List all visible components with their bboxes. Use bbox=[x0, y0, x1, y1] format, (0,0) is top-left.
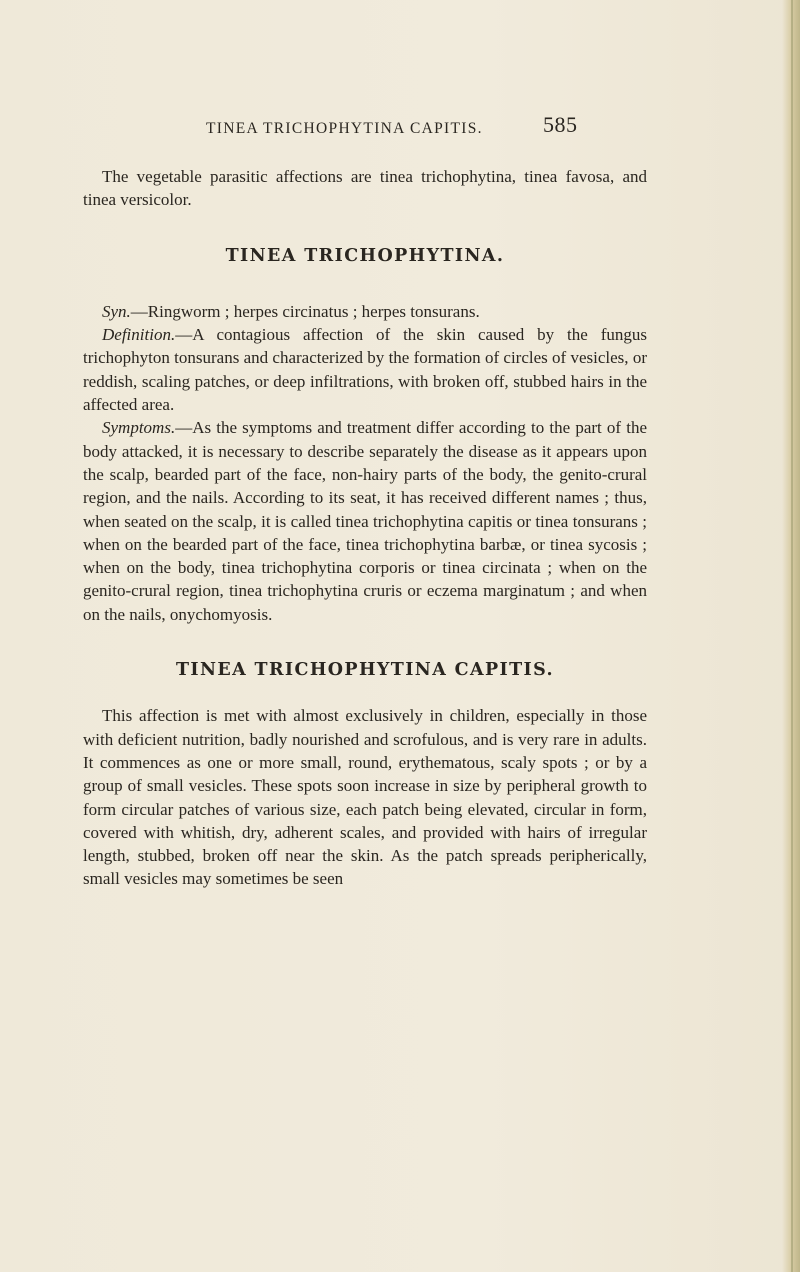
synonyms-text: —Ringworm ; herpes circinatus ; herpes tonsurans. bbox=[130, 301, 480, 321]
synonyms-paragraph bbox=[83, 300, 647, 323]
intro-paragraph: The vegetable parasitic affections are tinea trichophytina, tinea favosa, and tinea versicolor. bbox=[83, 167, 647, 210]
symptoms-label: Symptoms. bbox=[102, 418, 176, 438]
section-heading-tinea-trichophytina: TINEA TRICHOPHYTINA. bbox=[225, 245, 505, 266]
section-heading-tinea-trichophytina-capitis: TINEA TRICHOPHYTINA CAPITIS. bbox=[175, 660, 555, 681]
synonyms-label: Syn. bbox=[102, 301, 131, 321]
definition-paragraph bbox=[83, 323, 647, 416]
definition-label: Definition. bbox=[102, 325, 176, 345]
page-number: 585 bbox=[543, 112, 578, 137]
page-edge-line bbox=[791, 0, 793, 1272]
running-head: TINEA TRICHOPHYTINA CAPITIS. bbox=[206, 120, 483, 137]
definition-text: —A contagious affection of the skin caused by the fungus trichophyton tonsurans and characterized by the formation of circles of vesicles, or reddish, scaling patches, or deep infiltrations, with broken off, stubbed hairs in the affected area. bbox=[83, 325, 647, 415]
page-body bbox=[83, 165, 647, 891]
capitis-paragraph: This affection is met with almost exclusively in children, especially in those with deficient nutrition, badly nourished and scrofulous, and is very rare in adults. It commences as one or more small, round, erythematous, scaly spots ; or by a group of small vesicles. These spots soon increase in size by peripheral growth to form circular patches of various size, each patch being elevated, circular in form, covered with whitish, dry, adherent scales, and provided with hairs of irregular length, stubbed, broken off near the skin. As the patch spreads peripherically, small vesicles may sometimes be seen bbox=[83, 706, 647, 889]
symptoms-text: —As the symptoms and treatment differ according to the part of the body attacked, it is necessary to describe separately the disease as it appears upon the scalp, bearded part of the face, non-hairy parts of the body, the genito-crural region, and the nails. According to its seat, it has received different names ; thus, when seated on the scalp, it is called tinea trichophytina capitis or tinea tonsurans ; when on the bearded part of the face, tinea trichophytina barbæ, or tinea sycosis ; when on the body, tinea trichophytina corporis or tinea circinata ; when on the genito-crural region, tinea trichophytina cruris or eczema marginatum ; and when on the nails, onychomyosis. bbox=[83, 418, 647, 624]
symptoms-paragraph bbox=[83, 416, 647, 626]
